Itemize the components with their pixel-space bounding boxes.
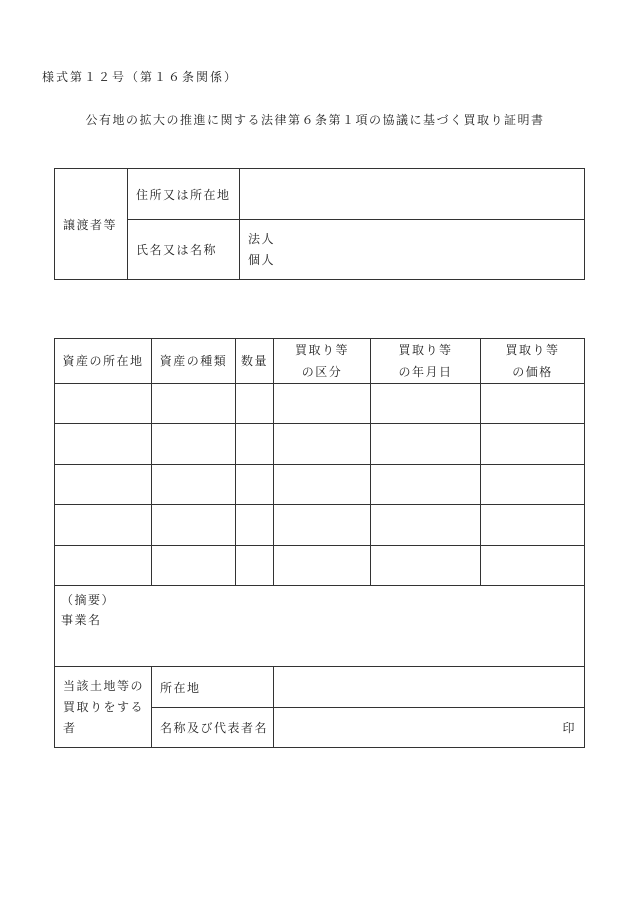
- cell-date[interactable]: [371, 505, 481, 546]
- cell-price[interactable]: [481, 546, 585, 586]
- cell-date[interactable]: [371, 546, 481, 586]
- table-row: [55, 465, 585, 505]
- cell-quantity[interactable]: [236, 465, 274, 505]
- cell-date[interactable]: [371, 424, 481, 465]
- cell-type[interactable]: [152, 505, 236, 546]
- purchaser-location-row: [55, 667, 585, 708]
- cell-type[interactable]: [152, 424, 236, 465]
- purchaser-location-label: 所在地: [152, 667, 274, 708]
- name-field[interactable]: [240, 220, 585, 280]
- col-header-location: 資産の所在地: [55, 339, 152, 384]
- seal-mark: 印: [562, 721, 576, 735]
- purchaser-group-label: 当該土地等の 買取りをする 者: [55, 667, 152, 748]
- cell-price[interactable]: [481, 384, 585, 424]
- cell-price[interactable]: [481, 465, 585, 505]
- option-corporation: 法人: [248, 231, 276, 246]
- assets-header-row: [55, 339, 585, 384]
- cell-type[interactable]: [152, 465, 236, 505]
- table-row: [55, 505, 585, 546]
- cell-quantity[interactable]: [236, 546, 274, 586]
- name-label: 氏名又は名称: [128, 220, 240, 280]
- cell-quantity[interactable]: [236, 384, 274, 424]
- col-header-purchase-date: 買取り等 の年月日: [371, 339, 481, 384]
- transferor-group-label: 譲渡者等: [55, 169, 128, 280]
- assets-table: [54, 338, 585, 748]
- cell-category[interactable]: [274, 424, 371, 465]
- cell-category[interactable]: [274, 546, 371, 586]
- col-header-purchase-price: 買取り等 の価格: [481, 339, 585, 384]
- address-label: 住所又は所在地: [128, 169, 240, 220]
- cell-location[interactable]: [55, 546, 152, 586]
- cell-category[interactable]: [274, 384, 371, 424]
- document-title: 公有地の拡大の推進に関する法律第６条第１項の協議に基づく買取り証明書: [85, 113, 545, 127]
- cell-date[interactable]: [371, 465, 481, 505]
- form-number: 様式第１２号（第１６条関係）: [42, 70, 239, 84]
- project-name-label: 事業名: [61, 613, 102, 627]
- purchaser-name-field[interactable]: [274, 708, 585, 748]
- col-header-purchase-category: 買取り等 の区分: [274, 339, 371, 384]
- cell-category[interactable]: [274, 505, 371, 546]
- cell-date[interactable]: [371, 384, 481, 424]
- cell-location[interactable]: [55, 505, 152, 546]
- option-individual: 個人: [248, 252, 276, 267]
- cell-location[interactable]: [55, 465, 152, 505]
- cell-quantity[interactable]: [236, 505, 274, 546]
- transferor-table: [54, 168, 585, 280]
- cell-price[interactable]: [481, 424, 585, 465]
- summary-row: [55, 586, 585, 667]
- cell-category[interactable]: [274, 465, 371, 505]
- purchaser-location-field[interactable]: [274, 667, 585, 708]
- summary-field[interactable]: [55, 586, 585, 667]
- cell-type[interactable]: [152, 384, 236, 424]
- address-field[interactable]: [240, 169, 585, 220]
- table-row: [55, 384, 585, 424]
- table-row: [55, 424, 585, 465]
- table-row: [55, 546, 585, 586]
- col-header-quantity: 数量: [236, 339, 274, 384]
- purchaser-name-label: 名称及び代表者名: [152, 708, 274, 748]
- cell-quantity[interactable]: [236, 424, 274, 465]
- cell-price[interactable]: [481, 505, 585, 546]
- cell-location[interactable]: [55, 384, 152, 424]
- cell-location[interactable]: [55, 424, 152, 465]
- col-header-type: 資産の種類: [152, 339, 236, 384]
- summary-label: （摘要）: [61, 593, 116, 607]
- cell-type[interactable]: [152, 546, 236, 586]
